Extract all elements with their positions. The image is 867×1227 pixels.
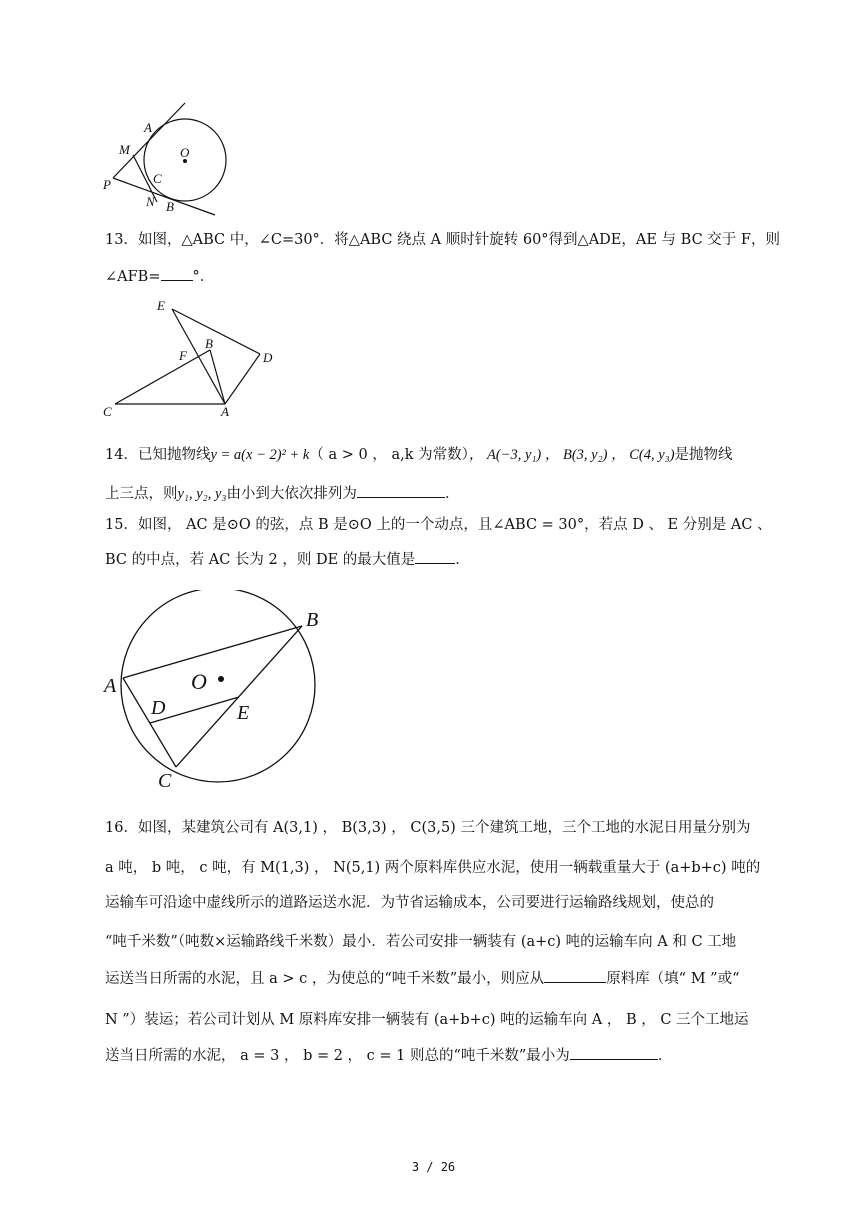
label-p: P [103, 177, 111, 192]
label-o: O [180, 145, 190, 160]
label-n: N [146, 194, 155, 209]
tangent-pa [113, 103, 185, 178]
label-o: O [191, 669, 207, 694]
page-number: 3 / 26 [411, 1160, 456, 1174]
label-c: C [103, 404, 112, 419]
q13-line-2: ∠AFB= °． [105, 266, 765, 287]
label-m: M [119, 142, 130, 157]
q16-line-2: a 吨， b 吨， c 吨，有 M(1,3) ， N(5,1) 两个原料库供应水泥，使用一辆载重量大于 (a+b+c) 吨的 [105, 860, 761, 876]
q14-line-1: 14．已知抛物线y = a(x − 2)² + k（ a > 0 ， a,k 为常数）， A(−3, y₁) ， B(3, y₂) ， C(4, y₃)是抛物线 [105, 447, 733, 463]
q16-answer-blank-2[interactable] [570, 1045, 658, 1060]
q16-line-5: 运送当日所需的水泥，且 a > c ，为使总的“吨千米数”最小，则应从 原料库（填“ M ”或“ [105, 968, 765, 989]
label-c: C [153, 171, 162, 186]
label-d: D [151, 697, 166, 719]
q13-line-1: 13．如图，△ABC 中，∠C=30°．将△ABC 绕点 A 顺时针旋转 60°得到△ADE，AE 与 BC 交于 F，则 [105, 232, 780, 248]
q14-answer-blank[interactable] [357, 483, 445, 498]
label-c: C [158, 770, 172, 792]
q15-answer-blank[interactable] [415, 549, 455, 564]
label-b: B [166, 199, 174, 214]
q16-line-3: 运输车可沿途中虚线所示的道路运送水泥．为节省运输成本，公司要进行运输路线规划，使总的 [105, 895, 714, 911]
q16-line-6: N ”）装运；若公司计划从 M 原料库安排一辆装有 (a+b+c) 吨的运输车向 A ， B ， C 三个工地运 [105, 1012, 749, 1028]
label-e: E [237, 702, 250, 724]
label-e: E [157, 298, 165, 313]
figure-tangent-circle [95, 95, 235, 220]
q15-line-2: BC 的中点，若 AC 长为 2 ，则 DE 的最大值是 ． [105, 549, 765, 570]
q16-answer-blank-1[interactable] [544, 968, 606, 983]
label-f: F [179, 348, 187, 363]
figure-rotated-triangles [95, 292, 295, 422]
q13-answer-blank[interactable] [161, 266, 193, 281]
label-a: A [144, 120, 152, 135]
label-a: A [104, 675, 117, 697]
label-d: D [263, 350, 273, 365]
label-b: B [205, 336, 213, 351]
figure-circle-chord [100, 590, 340, 795]
label-b: B [306, 609, 319, 631]
tangent-pb [113, 178, 215, 215]
label-a: A [221, 404, 229, 419]
q16-line-1: 16．如图，某建筑公司有 A(3,1) ， B(3,3) ， C(3,5) 三个建筑工地，三个工地的水泥日用量分别为 [105, 820, 751, 836]
q16-line-4: “吨千米数”（吨数×运输路线千米数）最小．若公司安排一辆装有 (a+c) 吨的运输车向 A 和 C 工地 [105, 934, 737, 950]
q16-line-7: 送当日所需的水泥， a = 3 ， b = 2 ， c = 1 则总的“吨千米数”最小为 ． [105, 1045, 765, 1066]
q15-line-1: 15．如图， AC 是⊙O 的弦，点 B 是⊙O 上的一个动点，且∠ABC = 30°，若点 D 、 E 分别是 AC 、 [105, 517, 772, 533]
q14-line-2: 上三点，则y₁, y₂, y₃由小到大依次排列为 ． [105, 483, 765, 504]
